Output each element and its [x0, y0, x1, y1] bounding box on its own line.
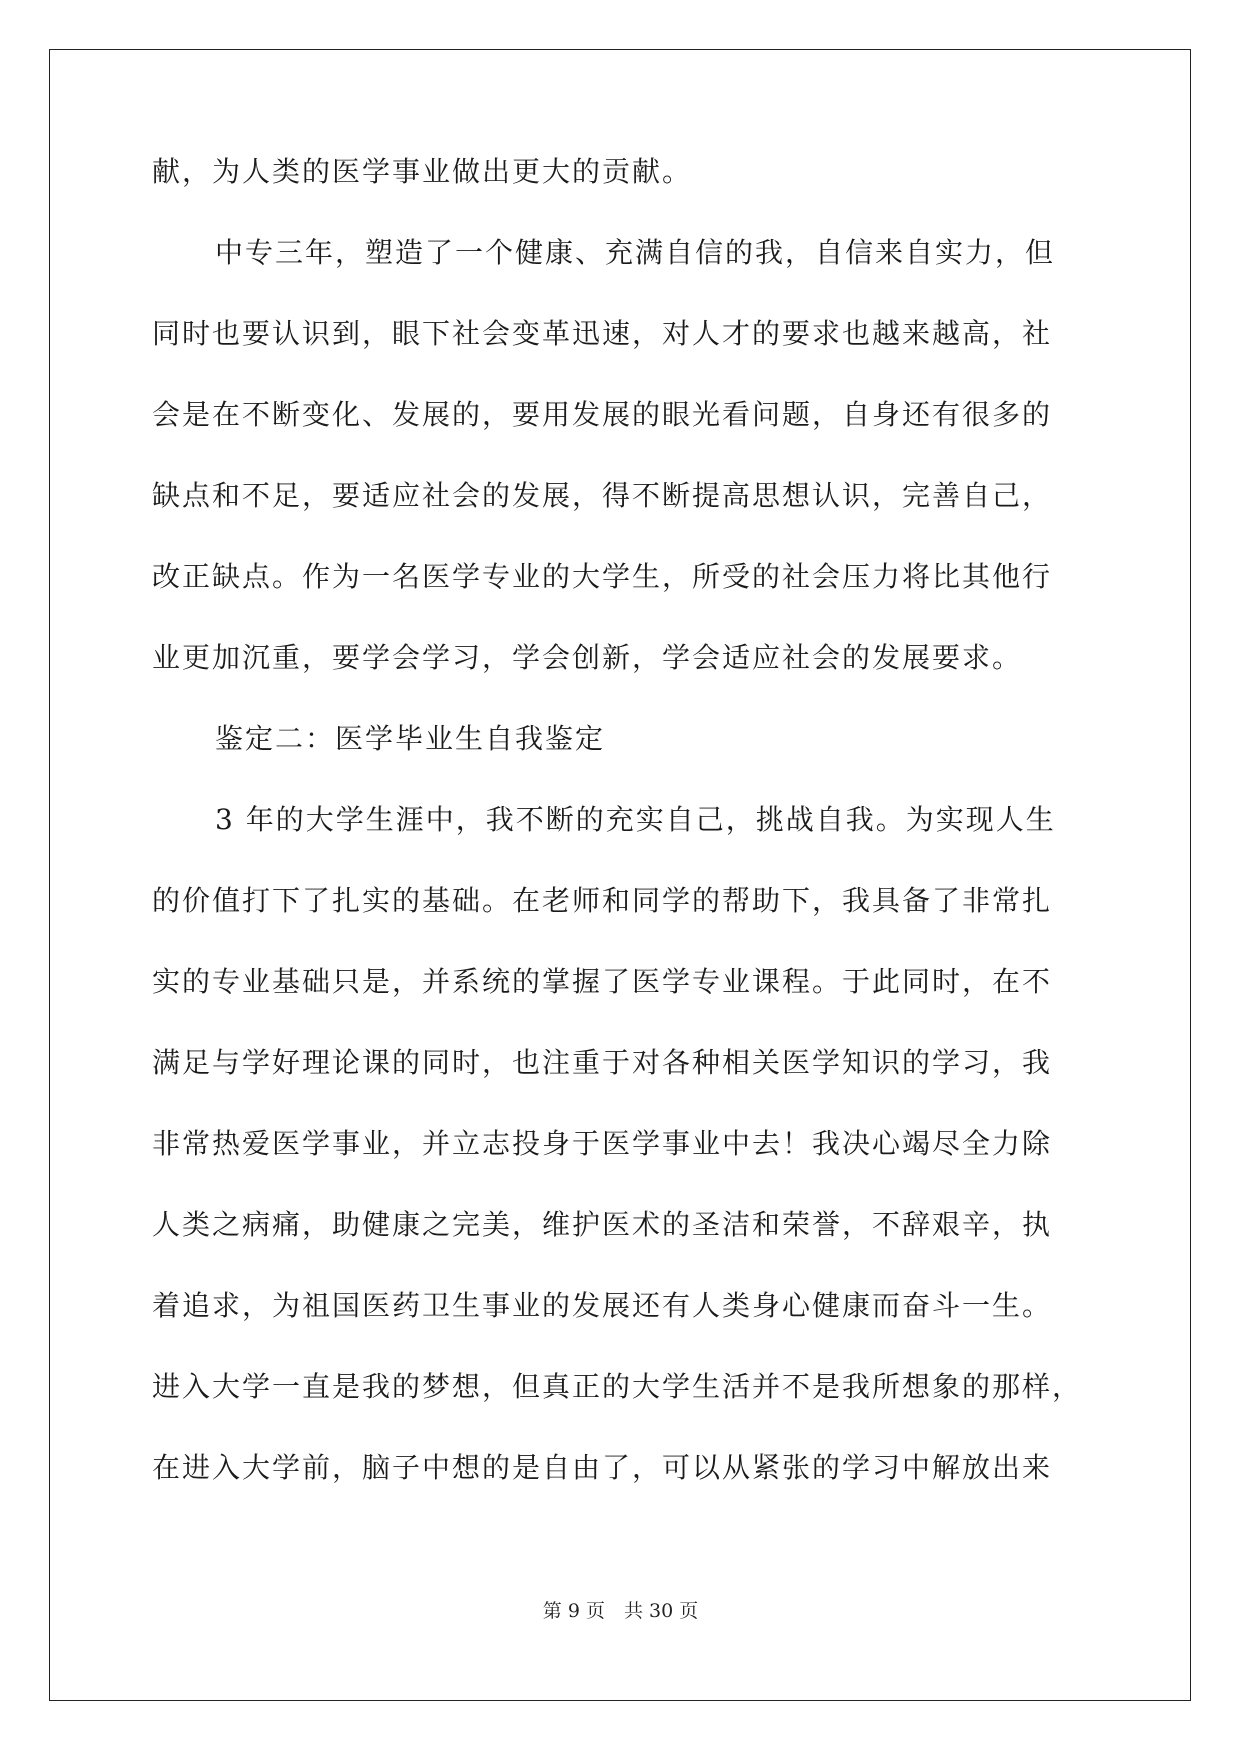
text-line: 业更加沉重，要学会学习，学会创新，学会适应社会的发展要求。	[152, 641, 1023, 674]
text-line: 非常热爱医学事业，并立志投身于医学事业中去！我决心竭尽全力除	[152, 1127, 1053, 1160]
text-line: 的价值打下了扎实的基础。在老师和同学的帮助下，我具备了非常扎	[152, 884, 1053, 917]
text-line: 改正缺点。作为一名医学专业的大学生，所受的社会压力将比其他行	[152, 560, 1053, 593]
text-line: 缺点和不足，要适应社会的发展，得不断提高思想认识，完善自己，	[152, 479, 1053, 512]
text-line: 同时也要认识到，眼下社会变革迅速，对人才的要求也越来越高，社	[152, 317, 1053, 350]
section-heading: 鉴定二：医学毕业生自我鉴定	[215, 722, 606, 755]
text-line: 进入大学一直是我的梦想，但真正的大学生活并不是我所想象的那样，	[152, 1370, 1083, 1403]
text-line: 会是在不断变化、发展的，要用发展的眼光看问题，自身还有很多的	[152, 398, 1053, 431]
text-line: 3 年的大学生涯中，我不断的充实自己，挑战自我。为实现人生	[215, 803, 1056, 836]
text-line: 实的专业基础只是，并系统的掌握了医学专业课程。于此同时，在不	[152, 965, 1053, 998]
text-line: 人类之病痛，助健康之完美，维护医术的圣洁和荣誉，不辞艰辛，执	[152, 1208, 1053, 1241]
text-line: 满足与学好理论课的同时，也注重于对各种相关医学知识的学习，我	[152, 1046, 1053, 1079]
page-number: 第 9 页 共 30 页	[542, 1600, 699, 1622]
text-line: 在进入大学前，脑子中想的是自由了，可以从紧张的学习中解放出来	[152, 1451, 1053, 1484]
text-line: 着追求，为祖国医药卫生事业的发展还有人类身心健康而奋斗一生。	[152, 1289, 1053, 1322]
text-line: 献，为人类的医学事业做出更大的贡献。	[152, 155, 693, 188]
text-line: 中专三年，塑造了一个健康、充满自信的我，自信来自实力，但	[215, 236, 1056, 269]
